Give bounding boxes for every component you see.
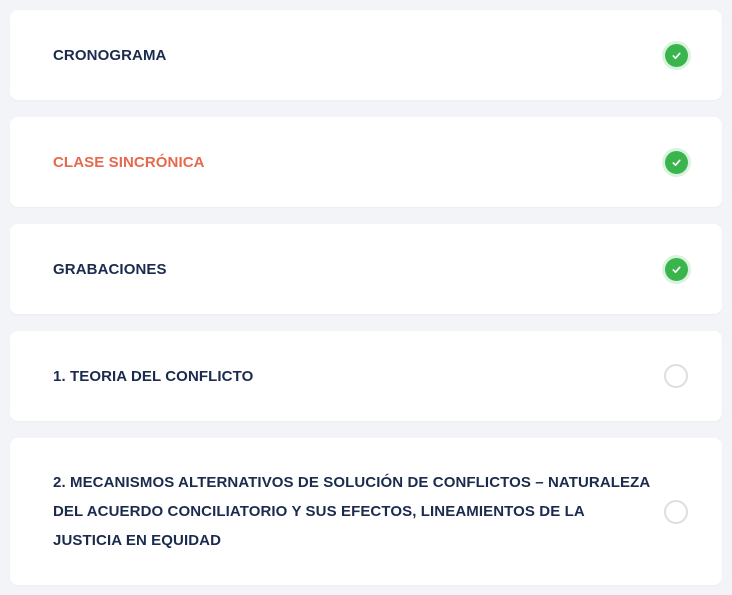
module-row[interactable] — [10, 438, 722, 585]
status-complete-icon — [665, 151, 688, 174]
module-row[interactable] — [10, 10, 722, 100]
module-title: GRABACIONES — [53, 260, 167, 278]
check-icon — [670, 263, 683, 276]
module-title: CRONOGRAMA — [53, 46, 167, 64]
status-complete-icon — [665, 44, 688, 67]
module-title: 1. TEORIA DEL CONFLICTO — [53, 367, 254, 385]
module-row[interactable] — [10, 224, 722, 314]
module-row[interactable] — [10, 331, 722, 421]
module-row[interactable] — [10, 117, 722, 207]
module-title: CLASE SINCRÓNICA — [53, 153, 205, 171]
status-complete-icon — [665, 258, 688, 281]
check-icon — [670, 156, 683, 169]
check-icon — [670, 49, 683, 62]
module-title: 2. MECANISMOS ALTERNATIVOS DE SOLUCIÓN DE CONFLICTOS – NATURALEZA DEL ACUERDO CONCILIATORIO Y SUS EFECTOS, LINEAMIENTOS DE LA JUSTICIA EN EQUIDAD — [53, 474, 650, 549]
status-incomplete-icon — [664, 500, 688, 524]
status-incomplete-icon — [664, 364, 688, 388]
